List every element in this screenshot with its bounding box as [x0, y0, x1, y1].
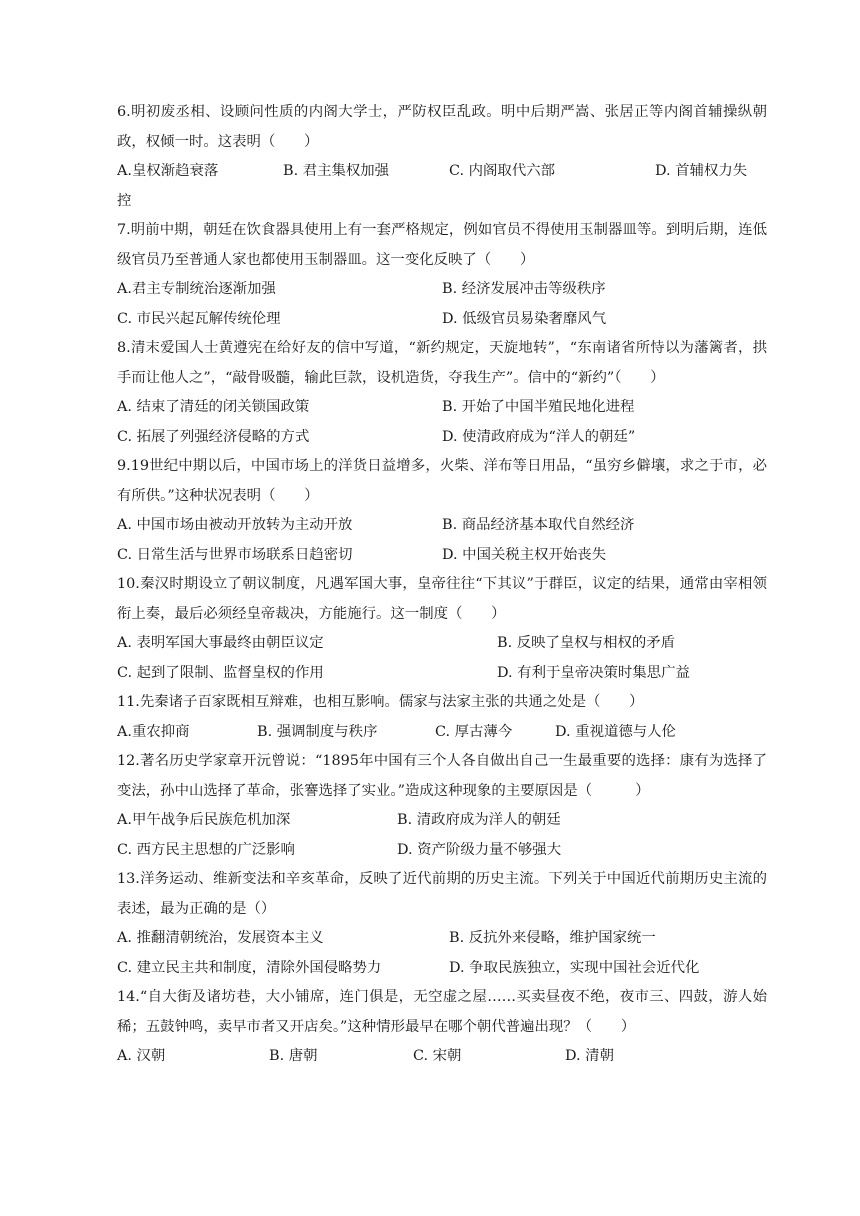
option-c[interactable]: C. 起到了限制、监督皇权的作用	[117, 664, 324, 681]
question-stem: 8.清末爱国人士黄遵宪在给好友的信中写道，“新约规定，天旋地转”，“东南诸省所恃以为藩篱者，拱手而让他人之”，“敲骨吸髓，输此巨款，设机造货，夺我生产”。信中的“新约”（ ）	[117, 340, 767, 386]
option-c[interactable]: C. 西方民主思想的广泛影响	[117, 841, 295, 858]
option-a[interactable]: A.君主专制统治逐渐加强	[117, 281, 276, 297]
option-d-wrap: 控	[117, 192, 132, 209]
option-b[interactable]: B. 君主集权加强	[283, 163, 390, 179]
options-row	[117, 157, 767, 187]
option-a[interactable]: A.皇权渐趋衰落	[117, 163, 219, 179]
options-row	[117, 541, 767, 571]
option-d[interactable]: D. 有利于皇帝决策时集思广益	[497, 664, 690, 681]
question-stem: 13.洋务运动、维新变法和辛亥革命，反映了近代前期的历史主流。下列关于中国近代前期历史主流的表述，最为正确的是（）	[117, 871, 767, 917]
options-row	[117, 924, 767, 954]
option-b[interactable]: B. 唐朝	[269, 1048, 318, 1064]
options-row	[117, 836, 767, 866]
option-d[interactable]: D. 资产阶级力量不够强大	[397, 841, 562, 858]
options-row	[117, 718, 767, 748]
option-c[interactable]: C. 日常生活与世界市场联系日趋密切	[117, 546, 353, 563]
options-row	[117, 275, 767, 305]
question-stem: 6.明初废丞相、设顾问性质的内阁大学士，严防权臣乱政。明中后期严嵩、张居正等内阁首辅操纵朝政，权倾一时。这表明（ ）	[117, 104, 767, 150]
question-6	[117, 98, 767, 216]
question-10	[117, 570, 767, 688]
option-a[interactable]: A. 汉朝	[117, 1048, 166, 1064]
option-d[interactable]: D. 重视道德与人伦	[555, 723, 676, 740]
options-row	[117, 1042, 767, 1072]
option-a[interactable]: A. 中国市场由被动开放转为主动开放	[117, 517, 353, 533]
question-stem: 7.明前中期，朝廷在饮食器具使用上有一套严格规定，例如官员不得使用玉制器皿等。到明后期，连低级官员乃至普通人家也都使用玉制器皿。这一变化反映了（ ）	[117, 222, 767, 268]
option-c[interactable]: C. 厚古薄今	[435, 723, 513, 740]
options-row	[117, 806, 767, 836]
question-9	[117, 452, 767, 570]
option-b[interactable]: B. 反映了皇权与相权的矛盾	[497, 635, 676, 651]
question-stem: 10.秦汉时期设立了朝议制度，凡遇军国大事，皇帝往往“下其议”于群臣，议定的结果，通常由宰相领衔上奏，最后必须经皇帝裁决，方能施行。这一制度（ ）	[117, 576, 767, 622]
question-8	[117, 334, 767, 452]
option-a[interactable]: A.甲午战争后民族危机加深	[117, 812, 291, 828]
options-row	[117, 659, 767, 689]
options-row	[117, 305, 767, 335]
question-stem: 11.先秦诸子百家既相互辩难，也相互影响。儒家与法家主张的共通之处是（ ）	[117, 694, 644, 710]
option-d[interactable]: D. 使清政府成为“洋人的朝廷”	[442, 428, 636, 445]
option-a[interactable]: A. 表明军国大事最终由朝臣议定	[117, 635, 324, 651]
question-12	[117, 747, 767, 865]
option-b[interactable]: B. 反抗外来侵略，维护国家统一	[449, 930, 656, 946]
option-a[interactable]: A. 结束了清廷的闭关锁国政策	[117, 399, 310, 415]
option-b[interactable]: B. 清政府成为洋人的朝廷	[397, 812, 561, 828]
question-stem: 12.著名历史学家章开沅曾说：“1895年中国有三个人各自做出自己一生最重要的选择：康有为选择了变法，孙中山选择了革命，张謇选择了实业。”造成这种现象的主要原因是（ ）	[117, 753, 767, 799]
question-7	[117, 216, 767, 334]
option-c[interactable]: C. 宋朝	[413, 1048, 462, 1064]
option-c[interactable]: C. 建立民主共和制度，清除外国侵略势力	[117, 959, 382, 976]
options-row	[117, 393, 767, 423]
option-d[interactable]: D. 争取民族独立，实现中国社会近代化	[449, 959, 700, 976]
option-c[interactable]: C. 拓展了列强经济侵略的方式	[117, 428, 310, 445]
question-11	[117, 688, 767, 747]
question-stem: 9.19世纪中期以后，中国市场上的洋货日益增多，火柴、洋布等日用品，“虽穷乡僻壤，求之于市，必有所供。”这种状况表明（ ）	[117, 458, 767, 504]
options-row	[117, 954, 767, 984]
option-b[interactable]: B. 开始了中国半殖民地化进程	[442, 399, 635, 415]
question-13	[117, 865, 767, 983]
option-d[interactable]: D. 首辅权力失	[655, 163, 748, 179]
option-a[interactable]: A. 推翻清朝统治，发展资本主义	[117, 930, 324, 946]
option-d[interactable]: D. 中国关税主权开始丧失	[442, 546, 607, 563]
options-row	[117, 511, 767, 541]
question-stem: 14.“自大街及诸坊巷，大小铺席，连门俱是，无空虚之屋……买卖昼夜不绝，夜市三、四鼓，游人始稀；五鼓钟鸣，卖早市者又开店矣。”这种情形最早在哪个朝代普遍出现？（ ）	[117, 989, 767, 1035]
option-d[interactable]: D. 低级官员易染奢靡风气	[442, 310, 607, 327]
question-14	[117, 983, 767, 1072]
option-b[interactable]: B. 经济发展冲击等级秩序	[442, 281, 606, 297]
options-row	[117, 423, 767, 453]
option-b[interactable]: B. 商品经济基本取代自然经济	[442, 517, 635, 533]
option-a[interactable]: A.重农抑商	[117, 723, 190, 740]
option-c[interactable]: C. 内阁取代六部	[449, 163, 555, 179]
option-d[interactable]: D. 清朝	[565, 1048, 614, 1064]
option-b[interactable]: B. 强调制度与秩序	[257, 723, 378, 740]
option-c[interactable]: C. 市民兴起瓦解传统伦理	[117, 310, 281, 327]
options-row	[117, 629, 767, 659]
